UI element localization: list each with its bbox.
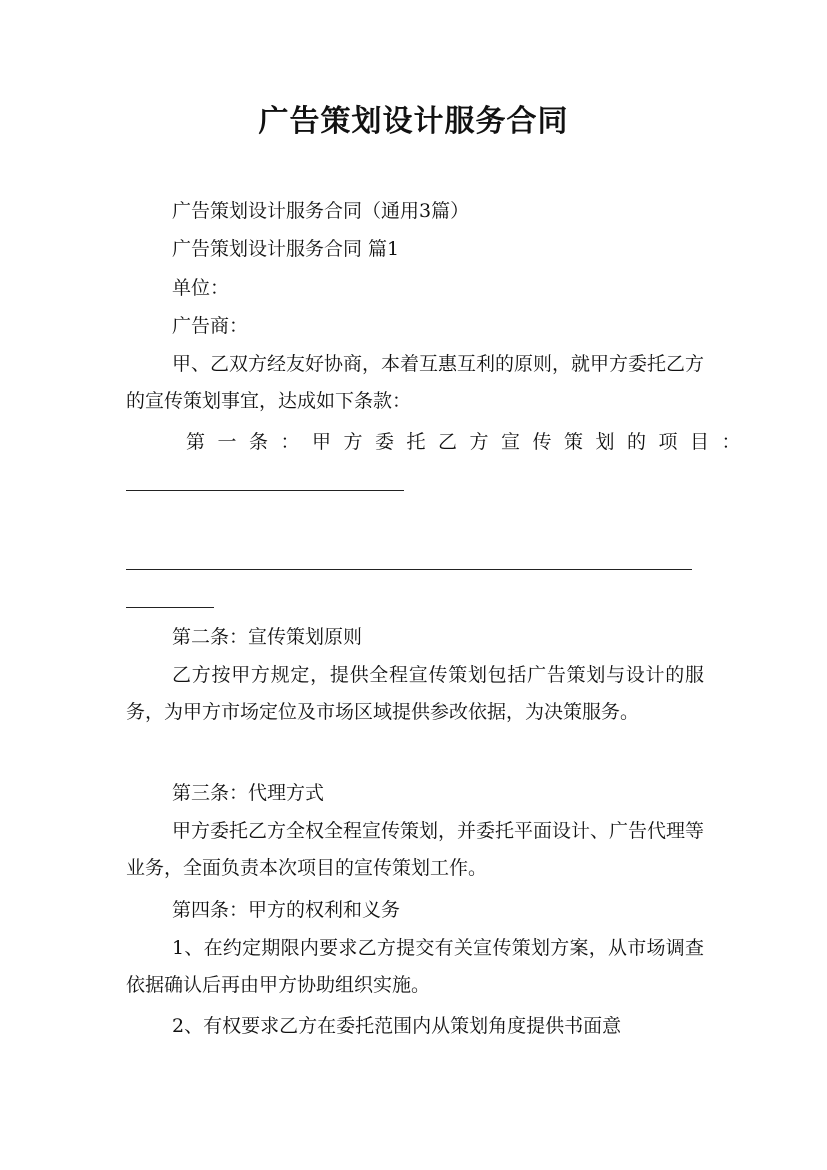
intro-paragraph: 甲、乙双方经友好协商，本着互惠互利的原则，就甲方委托乙方的宣传策划事宜，达成如下条款： bbox=[126, 353, 705, 412]
article4-heading: 第四条：甲方的权利和义务 bbox=[172, 899, 401, 921]
section-heading: 广告策划设计服务合同 篇1 bbox=[172, 238, 400, 260]
blank-underline-1 bbox=[126, 490, 404, 491]
unit-label: 单位： bbox=[172, 277, 230, 299]
article2-text: 乙方按甲方规定，提供全程宣传策划包括广告策划与设计的服务，为甲方市场定位及市场区域提供参改依据，为决策服务。 bbox=[126, 664, 704, 723]
article3-text: 甲方委托乙方全权全程宣传策划，并委托平面设计、广告代理等业务，全面负责本次项目的宣传策划工作。 bbox=[126, 820, 705, 879]
article4-item1: 1、在约定期限内要求乙方提交有关宣传策划方案，从市场调查依据确认后再由甲方协助组织实施。 bbox=[126, 937, 704, 996]
document-title: 广告策划设计服务合同 bbox=[258, 104, 569, 139]
article1-heading: 第一条：甲方委托乙方宣传策划的项目： bbox=[186, 431, 754, 453]
article2-heading: 第二条：宣传策划原则 bbox=[172, 626, 363, 648]
article4-item2: 2、有权要求乙方在委托范围内从策划角度提供书面意 bbox=[172, 1015, 622, 1037]
blank-underline-2 bbox=[126, 569, 692, 570]
blank-underline-3 bbox=[126, 607, 214, 608]
document-subtitle: 广告策划设计服务合同（通用3篇） bbox=[172, 200, 470, 222]
advertiser-label: 广告商： bbox=[172, 315, 249, 337]
article3-heading: 第三条：代理方式 bbox=[172, 782, 325, 804]
